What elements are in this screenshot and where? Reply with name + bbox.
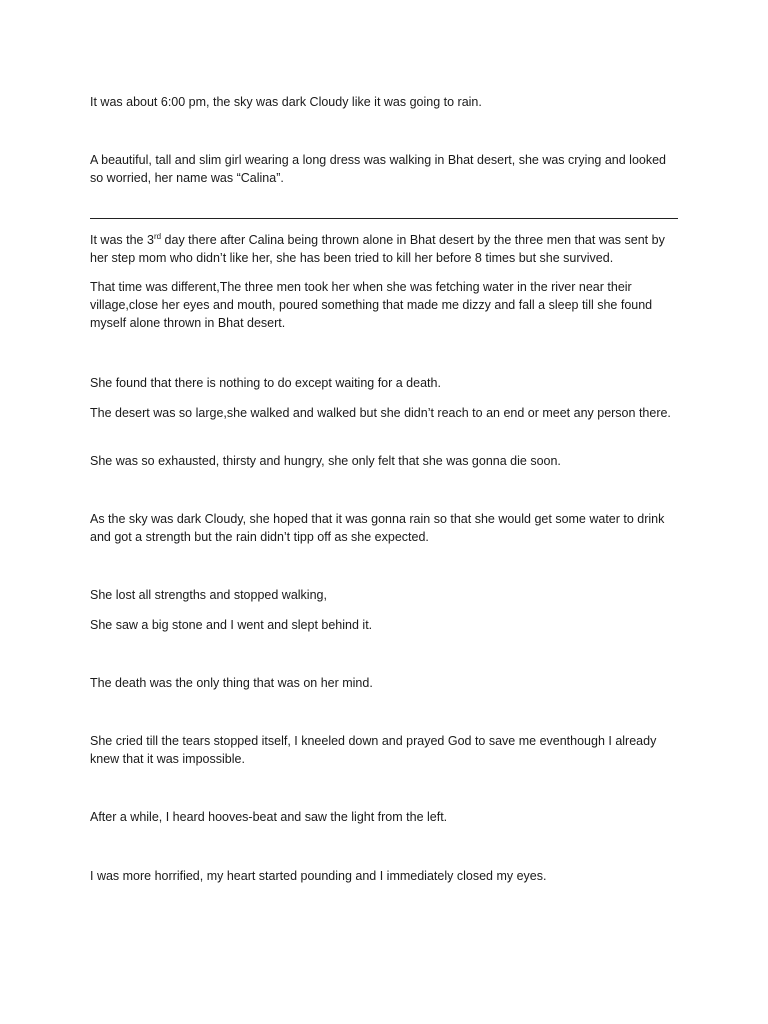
ordinal-superscript: rd <box>153 231 162 241</box>
paragraph-8: As the sky was dark Cloudy, she hoped that it was gonna rain so that she would get some water to drink and got a strength but the rain didn’t tipp off as she expected. <box>90 512 665 544</box>
paragraph-1: It was about 6:00 pm, the sky was dark Cloudy like it was going to rain. <box>90 95 482 109</box>
paragraph-13: After a while, I heard hooves-beat and saw the light from the left. <box>90 810 448 824</box>
paragraph-14: I was more horrified, my heart started pounding and I immediately closed my eyes. <box>90 869 547 883</box>
paragraph-6: The desert was so large,she walked and walked but she didn’t reach to an end or meet any person there. <box>90 406 671 420</box>
paragraph-7: She was so exhausted, thirsty and hungry, she only felt that she was gonna die soon. <box>90 454 561 468</box>
horizontal-divider <box>90 218 678 219</box>
paragraph-3 <box>90 231 680 267</box>
paragraph-10: She saw a big stone and I went and slept behind it. <box>90 618 373 632</box>
paragraph-5: She found that there is nothing to do except waiting for a death. <box>90 376 441 390</box>
paragraph-2: A beautiful, tall and slim girl wearing a long dress was walking in Bhat desert, she was crying and looked so worried, her name was “Calina”. <box>90 153 667 185</box>
paragraph-9: She lost all strengths and stopped walking, <box>90 588 327 602</box>
paragraph-4: That time was different,The three men took her when she was fetching water in the river near their village,close her eyes and mouth, poured something that made me dizzy and fall a sleep till she found myself alone thrown in Bhat desert. <box>90 280 653 330</box>
paragraph-3-rest: day there after Calina being thrown alone in Bhat desert by the three men that was sent by her step mom who didn’t like her, she has been tried to kill her before 8 times but she survived. <box>90 233 665 265</box>
paragraph-12: She cried till the tears stopped itself, I kneeled down and prayed God to save me eventhough I already knew that it was impossible. <box>90 734 657 766</box>
paragraph-3-start: It was the 3 <box>90 233 154 247</box>
paragraph-11: The death was the only thing that was on her mind. <box>90 676 373 690</box>
